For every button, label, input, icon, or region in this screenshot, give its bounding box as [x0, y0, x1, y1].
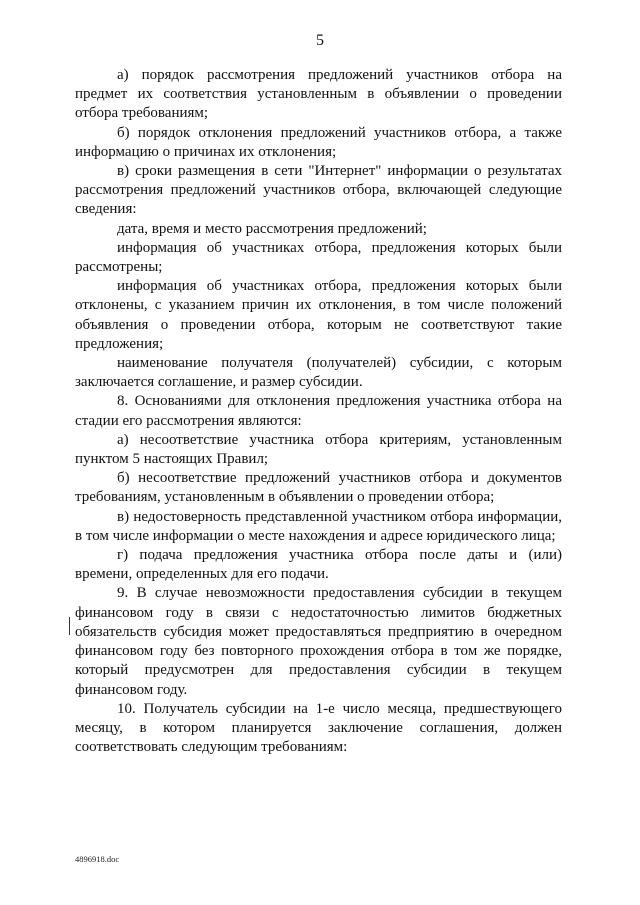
margin-bracket-mark	[69, 617, 70, 635]
paragraph-8a-criteria: а) несоответствие участника отбора критериям, установленным пунктом 5 настоящих Правил;	[75, 431, 562, 468]
document-body	[75, 66, 562, 757]
paragraph-date-time-place: дата, время и место рассмотрения предложений;	[117, 220, 427, 237]
file-name-footer: 4896918.doc	[75, 854, 120, 864]
paragraph-8-rejection-grounds: 8. Основаниями для отклонения предложения участника отбора на стадии его рассмотрения являются:	[75, 393, 562, 429]
paragraph-rejected-participants: информация об участниках отбора, предложения которых были отклонены, с указанием причин их отклонения, в том числе положений объявления о проведении отбора, которым не соответствуют такие предложения;	[75, 278, 562, 352]
paragraph-reviewed-participants: информация об участниках отбора, предложения которых были рассмотрены;	[75, 239, 562, 276]
paragraph-a-review-order: а) порядок рассмотрения предложений участников отбора на предмет их соответствия установленным в объявлении о проведении отбора требованиям;	[75, 67, 562, 122]
paragraph-9-next-year: 9. В случае невозможности предоставления субсидии в текущем финансовом году в связи с недостаточностью лимитов бюджетных обязательств субсидия может предоставляться предприятию в очередном финансовом году без повторного прохождения отбора в том же порядке, который предусмотрен для предоставления субсидии в текущем финансовом году.	[75, 585, 562, 698]
paragraph-c-publication-terms: в) сроки размещения в сети "Интернет" информации о результатах рассмотрения предложений участников отбора, включающей следующие сведения:	[75, 163, 562, 218]
paragraph-8d-late-submission: г) подача предложения участника отбора после даты и (или) времени, определенных для его подачи.	[75, 547, 562, 583]
paragraph-8c-unreliability: в) недостоверность представленной участником отбора информации, в том числе информации о месте нахождения и адресе юридического лица;	[75, 508, 562, 544]
page-number: 5	[316, 32, 324, 49]
paragraph-b-rejection-order: б) порядок отклонения предложений участников отбора, а также информацию о причинах их отклонения;	[75, 124, 562, 160]
paragraph-10-requirements: 10. Получатель субсидии на 1-е число месяца, предшествующего месяцу, в котором планируется заключение соглашения, должен соответствовать следующим требованиям:	[75, 700, 562, 756]
paragraph-8b-documents: б) несоответствие предложений участников отбора и документов требованиям, установленным в объявлении о проведении отбора;	[75, 470, 562, 506]
paragraph-recipient-name: наименование получателя (получателей) субсидии, с которым заключается соглашение, и размер субсидии.	[75, 355, 562, 391]
